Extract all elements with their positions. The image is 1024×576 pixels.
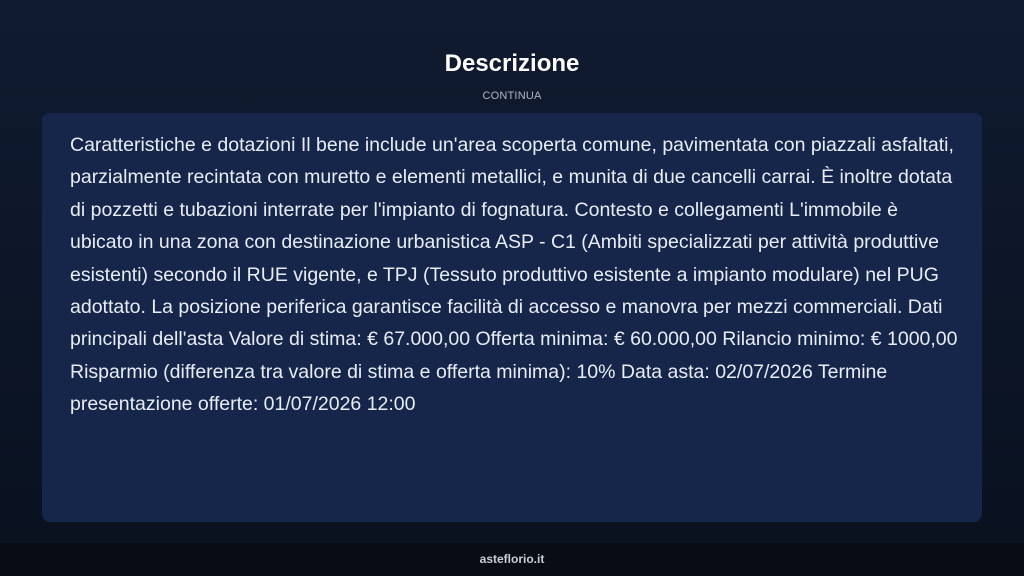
description-card bbox=[42, 113, 982, 522]
site-name: asteflorio.it bbox=[479, 552, 545, 566]
footer-bar bbox=[0, 543, 1024, 576]
description-text: Caratteristiche e dotazioni Il bene include un'area scoperta comune, pavimentata con piazzali asfaltati, parzialmente recintata con muretto e elementi metallici, e munita di due cancelli carrai. È inoltre dotata di pozzetti e tubazioni interrate per l'impianto di fognatura. Contesto e collegamenti L'immobile è ubicato in una zona con destinazione urbanistica ASP - C1 (Ambiti specializzati per attività produttive esistenti) secondo il RUE vigente, e TPJ (Tessuto produttivo esistente a impianto modulare) nel PUG adottato. La posizione periferica garantisce facilità di accesso e manovra per mezzi commerciali. Dati principali dell'asta Valore di stima: € 67.000,00 Offerta minima: € 60.000,00 Rilancio minimo: € 1000,00 Risparmio (differenza tra valore di stima e offerta minima): 10% Data asta: 02/07/2026 Termine presentazione offerte: 01/07/2026 12:00 bbox=[70, 134, 958, 416]
continue-label: CONTINUA bbox=[482, 90, 542, 102]
page-title: Descrizione bbox=[444, 50, 580, 77]
